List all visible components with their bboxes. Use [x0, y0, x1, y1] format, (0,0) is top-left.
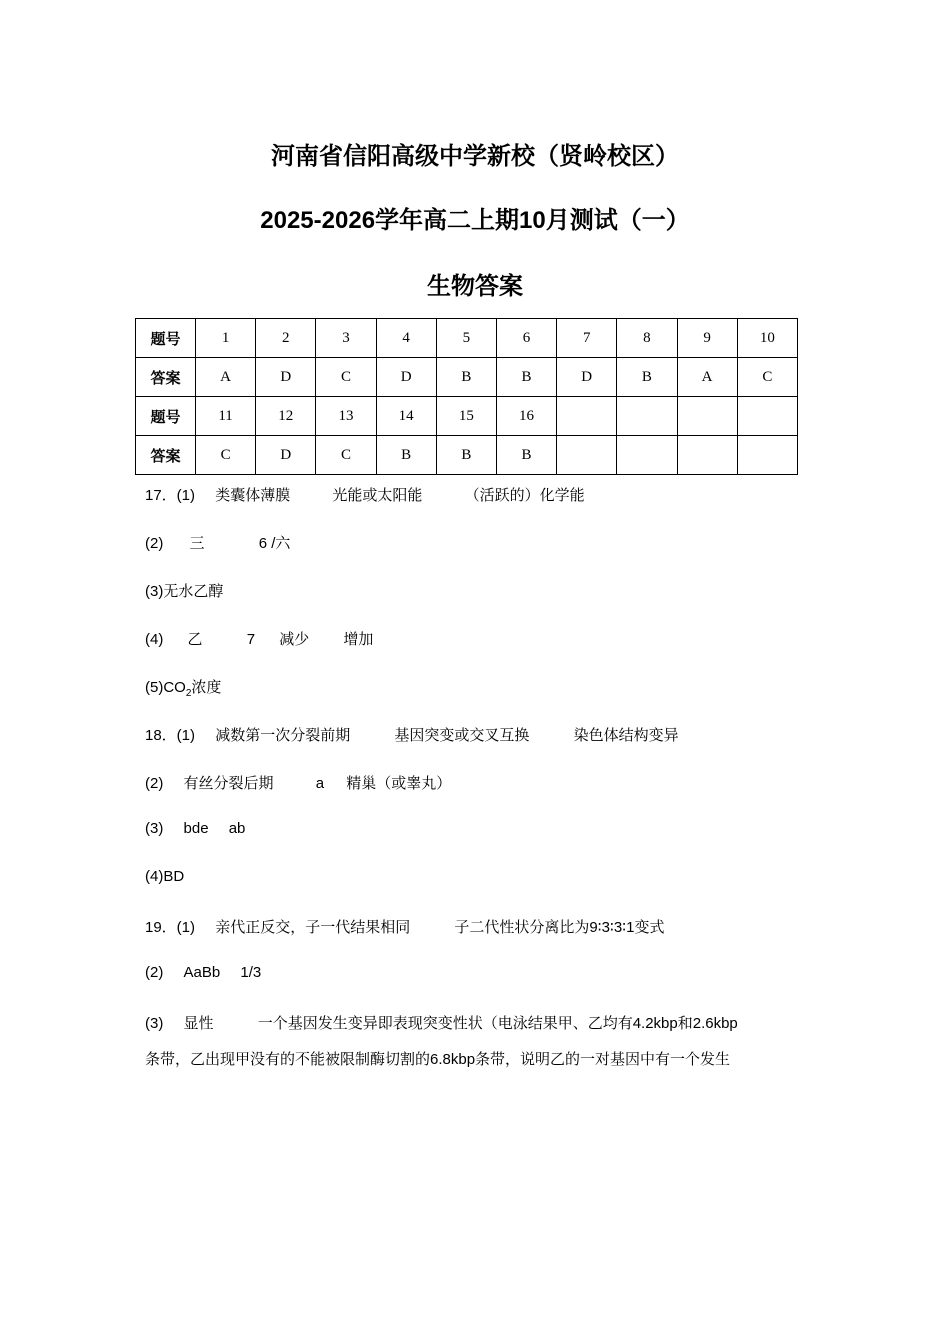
q18-part2	[145, 772, 451, 793]
answer-text: 7	[246, 631, 256, 648]
school-title: 河南省信阳高级中学新校（贤岭校区）	[271, 143, 679, 170]
question-number: 8	[617, 319, 677, 358]
question-number	[677, 397, 737, 436]
answer-text: 显性	[183, 1015, 214, 1032]
question-number: 16	[496, 397, 556, 436]
question-number	[557, 397, 617, 436]
answer-text: 6 /六	[258, 535, 291, 552]
answer-text: 减数第一次分裂前期	[215, 727, 351, 744]
question-number: 15	[436, 397, 496, 436]
answer-cell: C	[316, 436, 376, 475]
row-label: 答案	[136, 436, 196, 475]
q19-part2	[145, 964, 261, 981]
answer-text: 亲代正反交，子一代结果相同	[215, 919, 411, 936]
part-label: 19．(1)	[145, 919, 196, 936]
exam-title: 2025-2026学年高二上期10月测试（一）	[260, 207, 690, 234]
q17-part3	[145, 580, 223, 601]
answer-text: (3)无水乙醇	[145, 583, 224, 600]
q18-part3	[145, 820, 245, 837]
answer-text: 条带，乙出现甲没有的不能被限制酶切割的6.8kbp条带，说明乙的一对基因中有一个发生	[145, 1051, 731, 1068]
answer-text: AaBb	[183, 964, 221, 981]
answer-text: 1/3	[240, 964, 262, 981]
question-number: 5	[436, 319, 496, 358]
answer-text: 一个基因发生变异即表现突变性状（电泳结果甲、乙均有4.2kbp和2.6kbp	[257, 1015, 738, 1032]
question-number: 4	[376, 319, 436, 358]
answer-cell: B	[496, 436, 556, 475]
answer-cell: A	[196, 358, 256, 397]
part-label: (2)	[145, 775, 164, 792]
answer-text: 减少	[279, 631, 310, 648]
question-number: 13	[316, 397, 376, 436]
question-number: 2	[256, 319, 316, 358]
q17-part2	[145, 532, 290, 553]
answer-cell: D	[376, 358, 436, 397]
answer-cell	[677, 436, 737, 475]
answer-text: ab	[228, 820, 246, 837]
q17-part5	[145, 676, 221, 699]
answer-cell: C	[196, 436, 256, 475]
part-label: 18．(1)	[145, 727, 196, 744]
table-row	[136, 397, 798, 436]
answer-cell: D	[256, 358, 316, 397]
part-label: (2)	[145, 964, 164, 981]
question-number: 9	[677, 319, 737, 358]
answer-cell	[557, 436, 617, 475]
question-number: 12	[256, 397, 316, 436]
question-number	[737, 397, 797, 436]
question-number: 6	[496, 319, 556, 358]
answer-cell	[617, 436, 677, 475]
row-label: 答案	[136, 358, 196, 397]
answer-cell: B	[436, 436, 496, 475]
question-number: 11	[196, 397, 256, 436]
answer-cell	[737, 436, 797, 475]
question-number: 1	[196, 319, 256, 358]
table-row	[136, 319, 798, 358]
q18-part1	[145, 724, 679, 745]
part-label: (3)	[145, 820, 164, 837]
q17-part1	[145, 484, 585, 505]
answer-text: 增加	[343, 631, 374, 648]
row-label: 题号	[136, 319, 196, 358]
answer-text: 基因突变或交叉互换	[394, 727, 530, 744]
q19-part1	[145, 916, 664, 937]
q19-part3-continued	[145, 1048, 730, 1069]
answer-text: (4)BD	[145, 868, 185, 885]
answer-text: 有丝分裂后期	[183, 775, 274, 792]
answer-cell: C	[316, 358, 376, 397]
answer-cell: B	[436, 358, 496, 397]
q18-part4	[145, 868, 184, 885]
answer-text: 染色体结构变异	[573, 727, 679, 744]
answer-cell: C	[737, 358, 797, 397]
part-label: (2)	[145, 535, 164, 552]
part-label: (3)	[145, 1015, 164, 1032]
q17-part4	[145, 628, 373, 649]
answer-table	[135, 318, 798, 475]
table-row	[136, 358, 798, 397]
answer-text: 乙	[187, 631, 203, 648]
subject-title: 生物答案	[427, 273, 523, 300]
question-number	[617, 397, 677, 436]
answer-cell: B	[376, 436, 436, 475]
part-label: 17．(1)	[145, 487, 196, 504]
question-number: 7	[557, 319, 617, 358]
answer-cell: B	[617, 358, 677, 397]
q19-part3	[145, 1012, 738, 1033]
answer-text: a	[315, 775, 325, 792]
answer-text: 类囊体薄膜	[215, 487, 291, 504]
answer-cell: B	[496, 358, 556, 397]
answer-text: 子二代性状分离比为9∶3∶3∶1变式	[454, 919, 665, 936]
answer-cell: D	[557, 358, 617, 397]
subscript: 2	[185, 688, 192, 699]
row-label: 题号	[136, 397, 196, 436]
answer-cell: A	[677, 358, 737, 397]
question-number: 14	[376, 397, 436, 436]
answer-text: 浓度	[191, 679, 222, 696]
answer-text: bde	[183, 820, 209, 837]
answer-text: 光能或太阳能	[332, 487, 423, 504]
answer-text: （活跃的）化学能	[464, 487, 585, 504]
answer-text: 精巢（或睾丸）	[346, 775, 452, 792]
part-label: (4)	[145, 631, 164, 648]
answer-text: 三	[189, 535, 205, 552]
question-number: 10	[737, 319, 797, 358]
part-label: (5)CO	[145, 679, 186, 696]
answer-cell: D	[256, 436, 316, 475]
table-row	[136, 436, 798, 475]
question-number: 3	[316, 319, 376, 358]
